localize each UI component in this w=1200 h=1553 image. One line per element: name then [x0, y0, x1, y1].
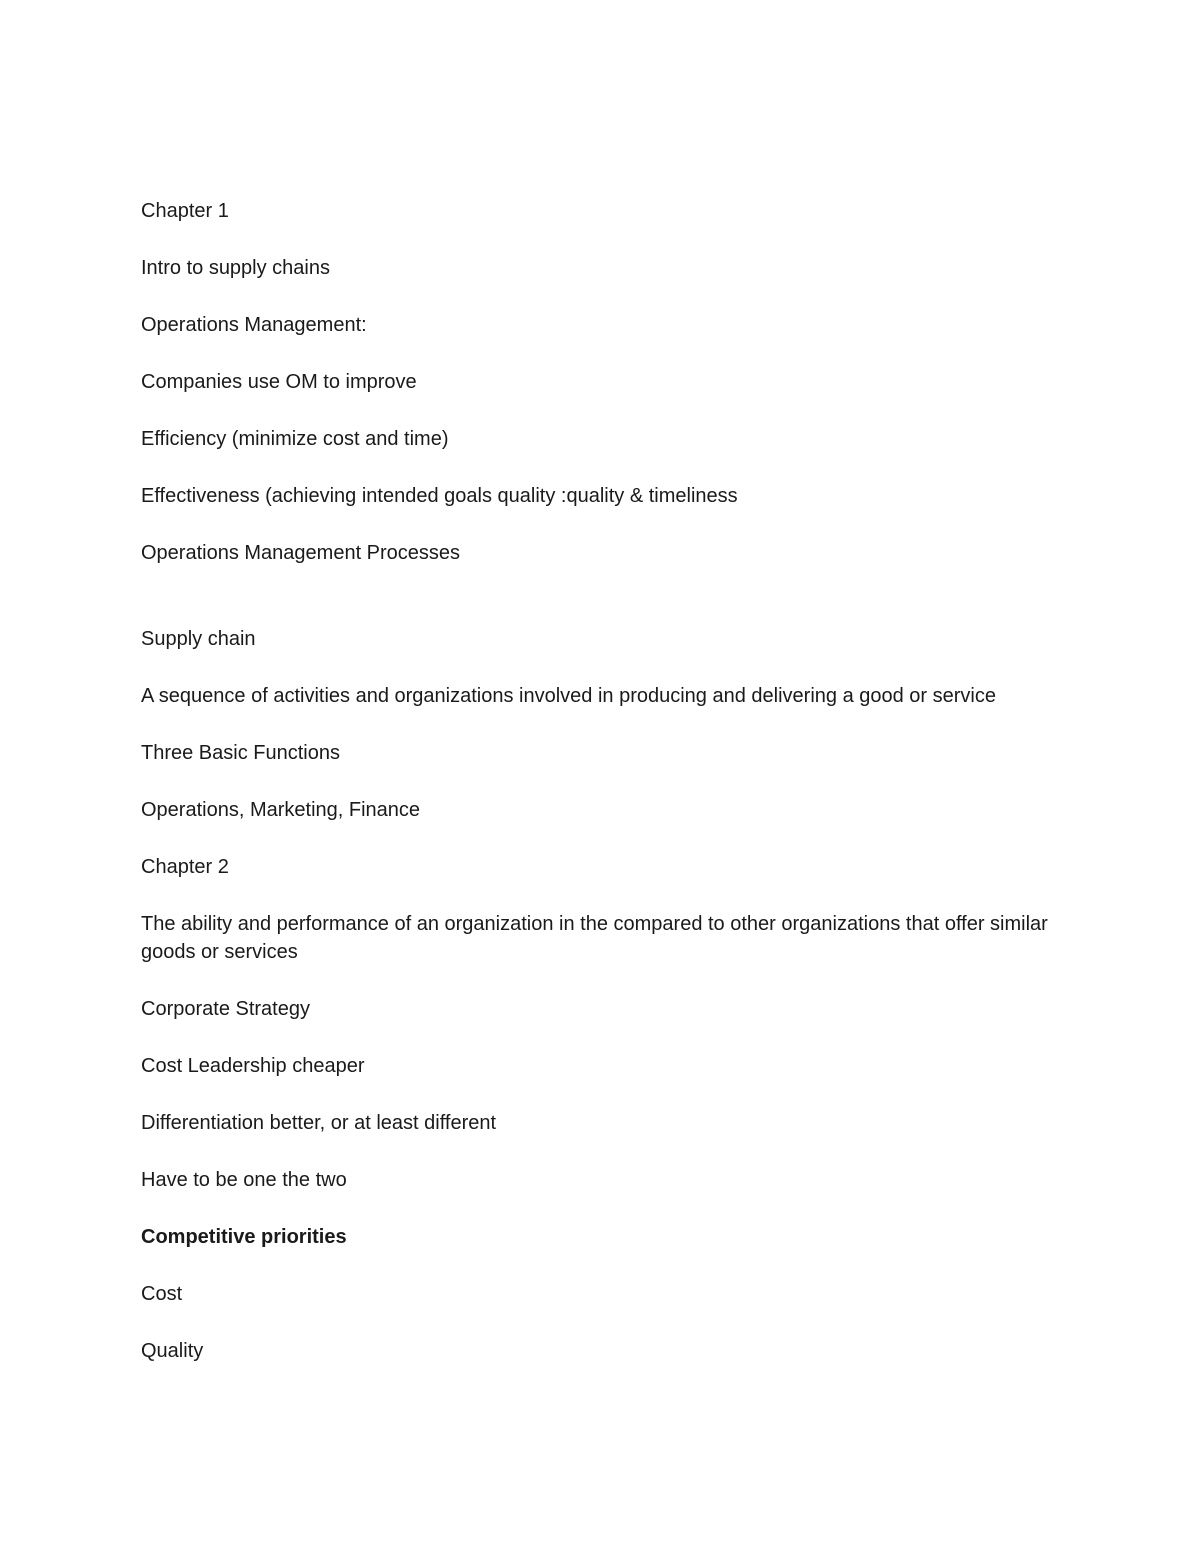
- paragraph-effectiveness: Effectiveness (achieving intended goals quality :quality & timeliness: [141, 485, 738, 507]
- paragraph-om-processes: Operations Management Processes: [141, 542, 461, 564]
- paragraph-supply-chain: Supply chain: [141, 627, 256, 650]
- paragraph-cost: Cost: [141, 1283, 183, 1305]
- heading-competitive-priorities: Competitive priorities: [141, 1226, 347, 1248]
- paragraph-supply-chain-definition: A sequence of activities and organizations involved in producing and delivering a good or service: [141, 684, 996, 707]
- paragraph-corporate-strategy: Corporate Strategy: [141, 998, 310, 1020]
- paragraph-efficiency: Efficiency (minimize cost and time): [141, 428, 449, 450]
- paragraph-cost-leadership: Cost Leadership cheaper: [141, 1055, 365, 1077]
- document-body: [141, 197, 1061, 1394]
- paragraph-have-to-be-one: Have to be one the two: [141, 1169, 347, 1191]
- paragraph-intro-supply-chains: Intro to supply chains: [141, 257, 330, 279]
- paragraph-chapter-1: Chapter 1: [141, 200, 229, 222]
- paragraph-competitiveness-definition: The ability and performance of an organization in the compared to other organizations that offer similar goods or services: [141, 912, 1048, 963]
- paragraph-functions-list: Operations, Marketing, Finance: [141, 798, 421, 821]
- paragraph-three-basic-functions: Three Basic Functions: [141, 741, 340, 764]
- paragraph-differentiation: Differentiation better, or at least different: [141, 1112, 497, 1134]
- paragraph-operations-management: Operations Management:: [141, 314, 367, 336]
- paragraph-quality: Quality: [141, 1340, 204, 1362]
- paragraph-chapter-2: Chapter 2: [141, 855, 229, 878]
- paragraph-companies-use-om: Companies use OM to improve: [141, 371, 417, 393]
